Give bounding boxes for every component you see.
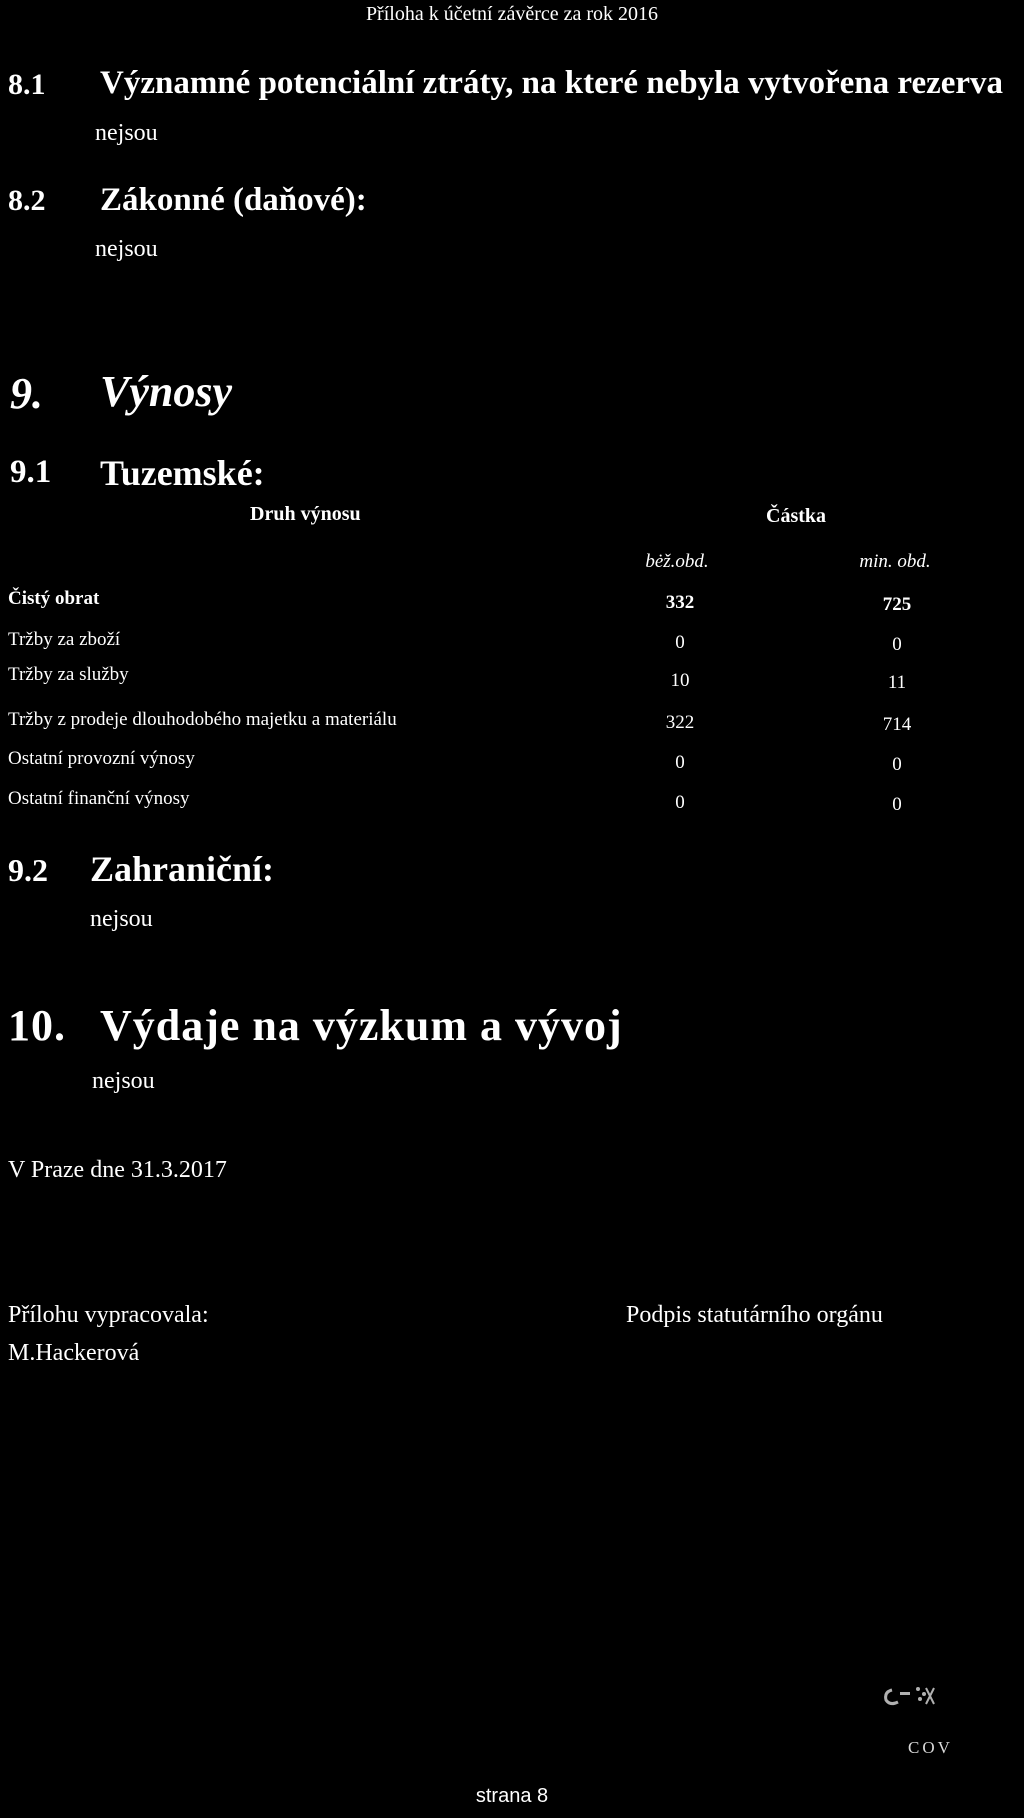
table-row-current: 322 bbox=[665, 712, 695, 733]
section-9-2-number: 9.2 bbox=[8, 852, 48, 888]
section-9-2-text: nejsou bbox=[90, 906, 153, 932]
table-row-previous: 0 bbox=[892, 634, 902, 655]
table-row-label: Tržby za služby bbox=[8, 664, 129, 685]
table-row-current: 0 bbox=[675, 632, 685, 653]
table-header-amount: Částka bbox=[766, 505, 827, 527]
prepared-by-label: Přílohu vypracovala: bbox=[8, 1302, 209, 1328]
section-8-2-number: 8.2 bbox=[8, 184, 46, 217]
table-row-previous: 11 bbox=[887, 672, 907, 693]
section-8-1-number: 8.1 bbox=[8, 68, 46, 101]
table-row-label: Tržby z prodeje dlouhodobého majetku a materiálu bbox=[8, 709, 397, 730]
section-9-1-title: Tuzemské: bbox=[100, 453, 265, 493]
table-row-label: Tržby za zboží bbox=[8, 629, 121, 650]
section-8-2-title: Zákonné (daňové): bbox=[100, 182, 367, 218]
table-row-previous: 0 bbox=[892, 754, 902, 775]
page-number: strana 8 bbox=[475, 1785, 549, 1807]
place-and-date: V Praze dne 31.3.2017 bbox=[8, 1157, 227, 1183]
section-9-1-number: 9.1 bbox=[10, 454, 52, 490]
section-9-title: Výnosy bbox=[100, 367, 232, 416]
table-header-type: Druh výnosu bbox=[250, 503, 361, 525]
table-col-current: bėž.obd. bbox=[645, 551, 709, 572]
section-9-2-title: Zahraniční: bbox=[90, 849, 275, 889]
section-10-text: nejsou bbox=[92, 1068, 155, 1094]
table-row-current: 0 bbox=[675, 752, 685, 773]
stamp-seal bbox=[880, 1680, 980, 1712]
table-row-previous: 725 bbox=[882, 594, 912, 615]
section-8-1-title: Významné potenciální ztráty, na které nebyla vytvořena rezerva bbox=[100, 65, 1004, 101]
section-8-2-text: nejsou bbox=[95, 236, 158, 262]
table-col-previous: min. obd. bbox=[859, 551, 931, 572]
section-10-title: Výdaje na výzkum a vývoj bbox=[100, 1001, 623, 1050]
table-row-previous: 714 bbox=[882, 714, 912, 735]
prepared-by-name: M.Hackerová bbox=[8, 1340, 140, 1366]
table-row-current: 0 bbox=[675, 792, 685, 813]
section-9-number: 9. bbox=[10, 369, 43, 418]
table-row-previous: 0 bbox=[892, 794, 902, 815]
section-10-number: 10. bbox=[8, 1001, 66, 1050]
page-header-title: Příloha k účetní závěrce za rok 2016 bbox=[365, 3, 659, 25]
stamp-mark-icon bbox=[880, 1680, 980, 1712]
section-8-1-text: nejsou bbox=[95, 120, 158, 146]
stamp-text: COV bbox=[908, 1738, 953, 1757]
signature-label: Podpis statutárního orgánu bbox=[626, 1302, 883, 1328]
table-row-label: Ostatní provozní výnosy bbox=[8, 748, 195, 769]
table-row-label: Čistý obrat bbox=[8, 588, 100, 609]
table-row-current: 10 bbox=[670, 670, 690, 691]
table-row-label: Ostatní finanční výnosy bbox=[8, 788, 190, 809]
table-row-current: 332 bbox=[665, 592, 695, 613]
